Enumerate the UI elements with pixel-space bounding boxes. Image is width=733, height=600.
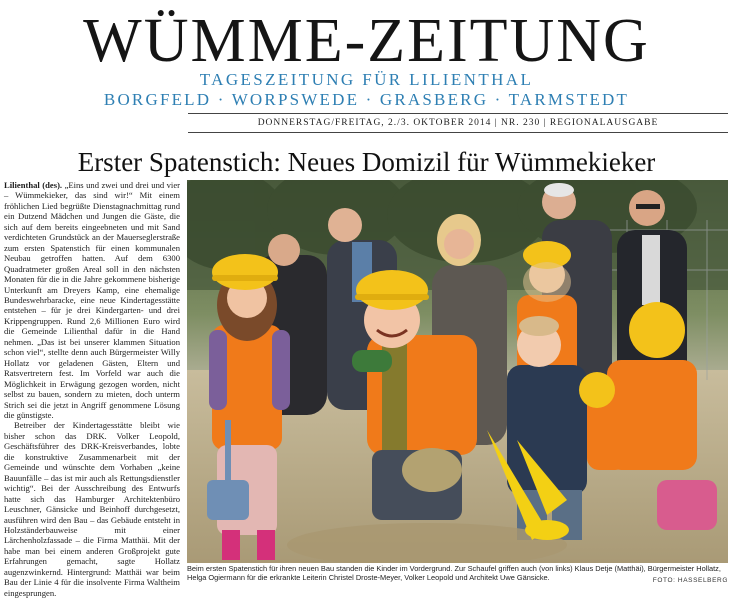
photo-credit: FOTO: HASSELBERG <box>652 577 728 584</box>
dateline-rule-bottom <box>188 132 728 133</box>
article-paragraph-2: Betreiber der Kindertagesstätte bleibt wie bisher schon das DRK. Volker Leopold, Geschäftsführer des DRK-Kreisverbandes, lobte die konstruktive Zusammenarbeit mit der Gemeinde und wünschte dem Vorhaben „keine Bauunfälle – das ist mir auch als Rettungsdienstler wichtig“. Bei der Ausschreibung des Entwurfs hatte sich das Hamburger Architektenbüro Leuschner, Gänsicke und Beinhoff durchgesetzt, ausführen wird den Bau – das Gebäude entsteht in Holzständerbauweise mit einer Lärchenholzfassade – die Firma Matthäi. Mit der habe man bei einem anderen Großprojekt gute Erfahrungen gemacht, sagte Hollatz augenzwinkernd. Hintergrund: Matthäi war beim Bau der Linie 4 für die insolvente Firma Waltheim eingesprungen. <box>4 420 180 598</box>
article-paragraph-1-text: „Eins und zwei und drei und vier – Wümmekieker, das sind wir!“ Mit einem fröhlichen Lied begrüßte Dienstagnachmittag rund ein Dutzend Mädchen und Jungen die Gäste, die sich auf dem bereits eingeebneten und mit Sand verdichteten Grundstück an der Mauerseglerstraße zum ersten Spatenstich für einen kommunalen Neubau getroffen hatten. Auf dem 6300 Quadratmeter großen Areal soll in den nächsten Monaten für die in die Jahre gekommene bisherige Unterkunft am Dreyers Kamp, eine ehemalige Bundeswehrbaracke, eine neue Kindertagesstätte entstehen – für je drei Kindergarten- und drei Krippengruppen. Rund 2,6 Millionen Euro wird die Gemeinde Lilienthal dafür in die Hand nehmen. „Das ist bei unserer klammen Situation schon viel“, stellte denn auch Bürgermeister Willy Hollatz vor geladenen Gästen, Eltern und Ratsvertretern fest. Im Vorfeld war auch die Möglichkeit in Erwägung gezogen worden, nicht selbst zu bauen, sondern zu mieten, doch unterm Strich sei die jetzt in Angriff genommene Lösung die günstigste. <box>4 180 181 420</box>
photo-caption: Beim ersten Spatenstich für ihren neuen Bau standen die Kinder im Vordergrund. Zur Schaufel griffen auch (von links) Klaus Detje (Matthäi), Bürgermeister Hollatz, Helga Ogiermann für die erkrankte Leiterin Christel Droste-Meyer, Volker Leopold und Architekt Uwe Gänsicke. <box>187 564 721 583</box>
newspaper-places: BORGFELD · WORPSWEDE · GRASBERG · TARMSTEDT <box>103 90 630 109</box>
article-lead: Lilienthal (des). <box>4 180 63 190</box>
dateline-rule-top <box>188 113 728 114</box>
article-paragraph <box>4 180 180 420</box>
newspaper-subtitle: TAGESZEITUNG FÜR LILIENTHAL <box>199 70 534 89</box>
article-photo <box>187 180 728 563</box>
dateline: DONNERSTAG/FREITAG, 2./3. OKTOBER 2014 | NR. 230 | REGIONALAUSGABE <box>257 118 659 128</box>
photo-illustration <box>187 180 728 563</box>
newspaper-title: WÜMME-ZEITUNG <box>83 7 650 75</box>
article-headline: Erster Spatenstich: Neues Domizil für Wümmekieker <box>77 147 656 177</box>
article-body <box>4 180 180 598</box>
